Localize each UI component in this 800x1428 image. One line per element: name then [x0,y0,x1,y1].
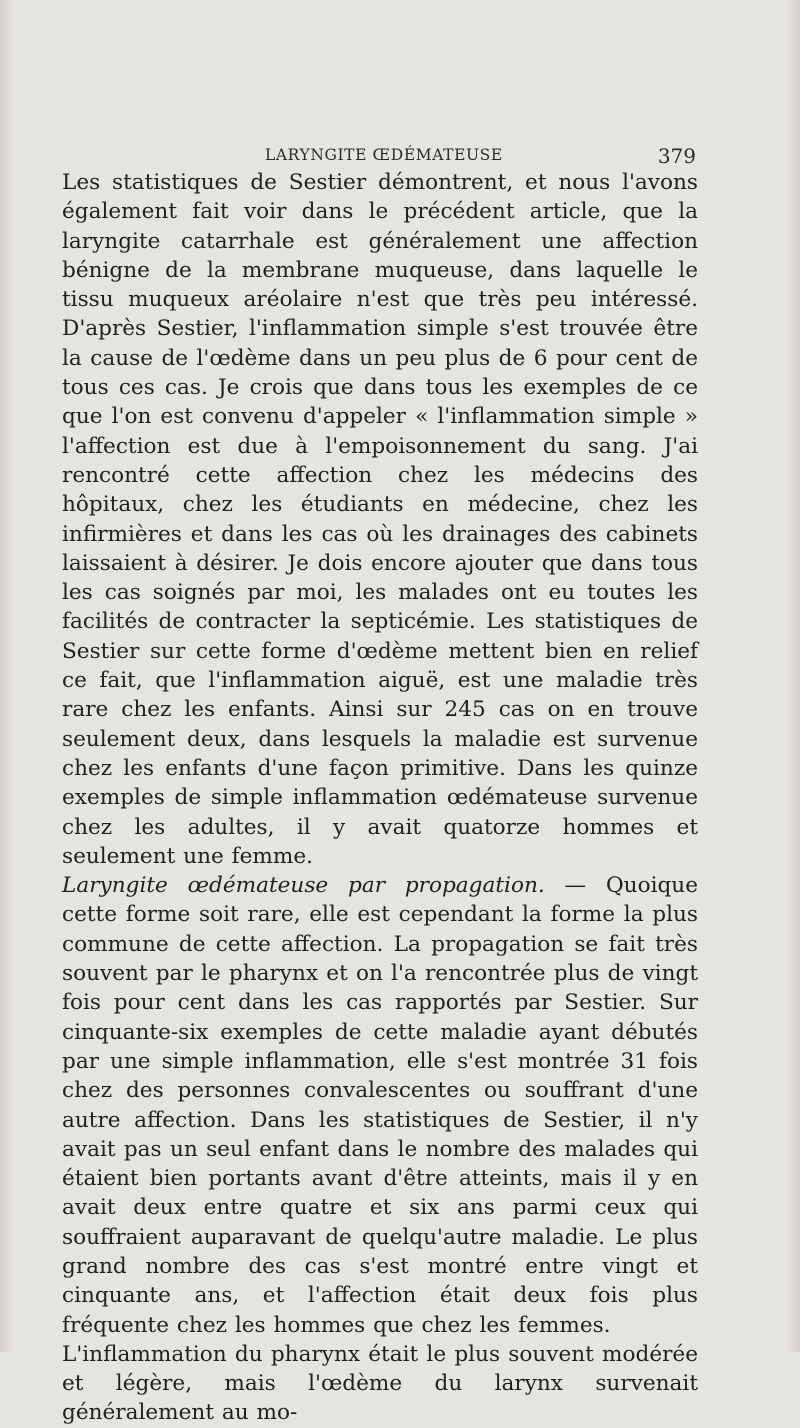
scan-shadow-right [786,0,800,1352]
page-number: 379 [657,144,696,168]
paragraph-statistics [62,168,698,871]
body-text [62,168,698,1428]
paragraph-text: Les statistiques de Sestier démontrent, et nous l'avons également fait voir dans le précédent article, que la laryngite catarrhale est généralement une affection bénigne de la membrane muqueuse, dans laquelle le tissu muqueux aréolaire n'est que très peu intéressé. D'après Sestier, l'inflammation simple s'est trouvée être la cause de l'œdème dans un peu plus de 6 pour cent de tous ces cas. Je crois que dans tous les exemples de ce que l'on est convenu d'appeler « l'inflammation simple » l'affection est due à l'empoisonnement du sang. J'ai rencontré cette affection chez les médecins des hôpitaux, chez les étudiants en médecine, chez les infirmières et dans les cas où les drainages des cabinets laissaient à désirer. Je dois encore ajouter que dans tous les cas soignés par moi, les malades ont eu toutes les facilités de contracter la septicémie. Les statistiques de Sestier sur cette forme d'œdème mettent bien en relief ce fait, que l'inflammation aiguë, est une maladie très rare chez les enfants. Ainsi sur 245 cas on en trouve seulement deux, dans lesquels la maladie est survenue chez les enfants d'une façon primitive. Dans les quinze exemples de simple inflammation œdémateuse survenue chez les adultes, il y avait quatorze hommes et seulement une femme. [62,170,698,869]
scan-shadow-left [0,0,14,1352]
section-heading-propagation: Laryngite œdémateuse par propagation. [62,873,545,899]
paragraph-pharynx [62,1340,698,1428]
paragraph-propagation [62,871,698,1340]
book-page [62,140,698,1428]
paragraph-text: — Quoique cette forme soit rare, elle est cependant la forme la plus commune de cette affection. La propagation se fait très souvent par le pharynx et on l'a rencontrée plus de vingt fois pour cent dans les cas rapportés par Sestier. Sur cinquante-six exemples de cette maladie ayant débutés par une simple inflammation, elle s'est montrée 31 fois chez des personnes convalescentes ou souffrant d'une autre affection. Dans les statistiques de Sestier, il n'y avait pas un seul enfant dans le nombre des malades qui étaient bien portants avant d'être atteints, mais il y en avait deux entre quatre et six ans parmi ceux qui souffraient auparavant de quelqu'autre maladie. Le plus grand nombre des cas s'est montré entre vingt et cinquante ans, et l'affection était deux fois plus fréquente chez les hommes que chez les femmes. [62,873,698,1338]
running-head [62,140,698,172]
running-title: LARYNGITE ŒDÉMATEUSE [265,146,503,164]
paragraph-text: L'inflammation du pharynx était le plus souvent modérée et légère, mais l'œdème du larynx survenait généralement au mo- [62,1341,698,1426]
